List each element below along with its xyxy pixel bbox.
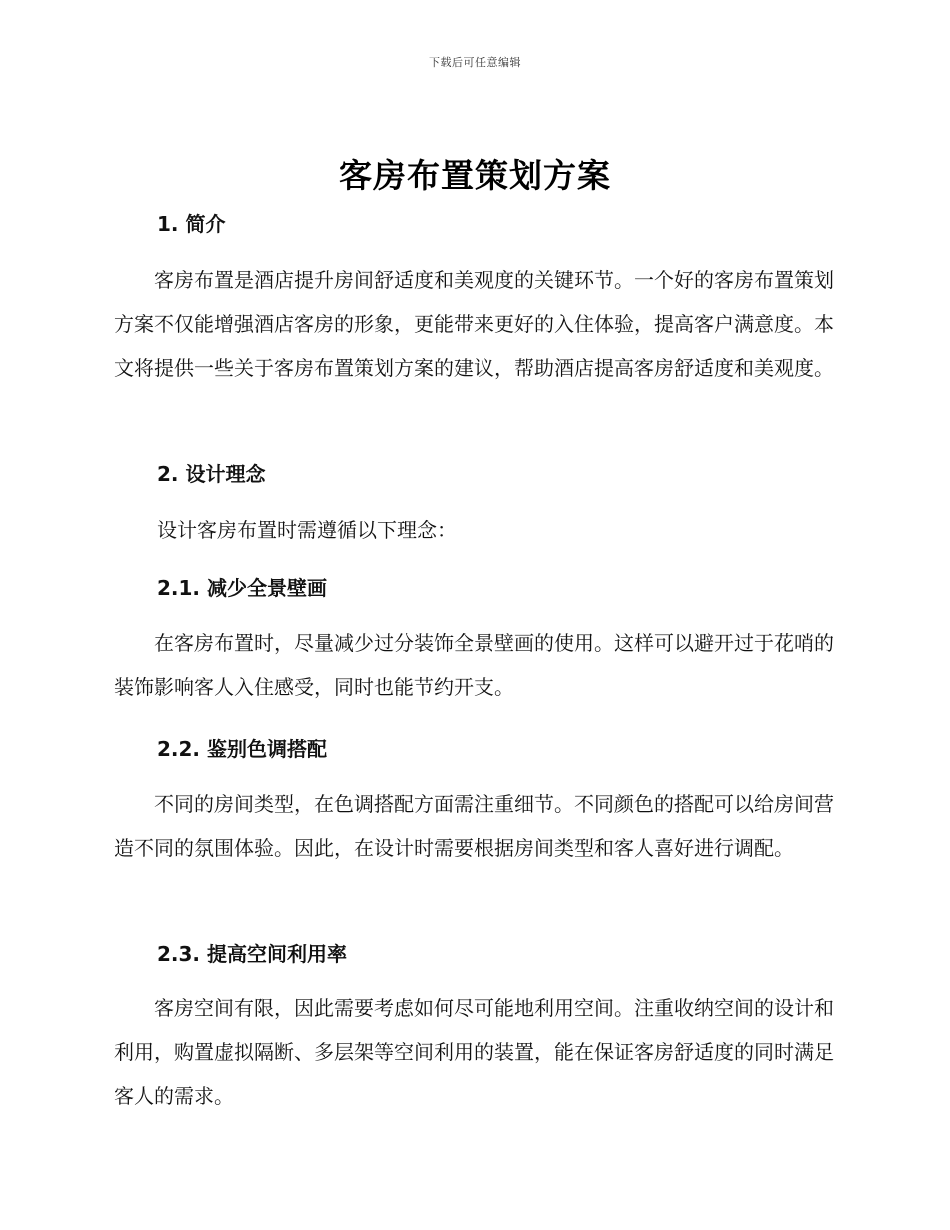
section-body-reduce-murals: 在客房布置时，尽量减少过分装饰全景壁画的使用。这样可以避开过于花哨的装饰影响客人入住感受，同时也能节约开支。 <box>114 631 834 699</box>
section-body-color-matching: 不同的房间类型，在色调搭配方面需注重细节。不同颜色的搭配可以给房间营造不同的氛围体验。因此，在设计时需要根据房间类型和客人喜好进行调配。 <box>114 792 834 860</box>
section-body-intro: 客房布置是酒店提升房间舒适度和美观度的关键环节。一个好的客房布置策划方案不仅能增强酒店客房的形象，更能带来更好的入住体验，提高客户满意度。本文将提供一些关于客房布置策划方案的建议，帮助酒店提高客房舒适度和美观度。 <box>114 268 834 380</box>
section-heading-design-concept: 2. 设计理念 <box>157 462 266 486</box>
section-heading-color-matching: 2.2. 鉴别色调搭配 <box>157 737 327 761</box>
header-note: 下载后可任意编辑 <box>429 56 521 69</box>
section-body-space-utilization: 客房空间有限，因此需要考虑如何尽可能地利用空间。注重收纳空间的设计和利用，购置虚拟隔断、多层架等空间利用的装置，能在保证客房舒适度的同时满足客人的需求。 <box>114 996 834 1108</box>
section-heading-intro: 1. 简介 <box>157 212 226 236</box>
document-title: 客房布置策划方案 <box>339 156 611 195</box>
section-heading-reduce-murals: 2.1. 减少全景壁画 <box>157 576 327 600</box>
section-body-design-concept: 设计客房布置时需遵循以下理念： <box>157 518 457 542</box>
section-heading-space-utilization: 2.3. 提高空间利用率 <box>157 942 347 966</box>
